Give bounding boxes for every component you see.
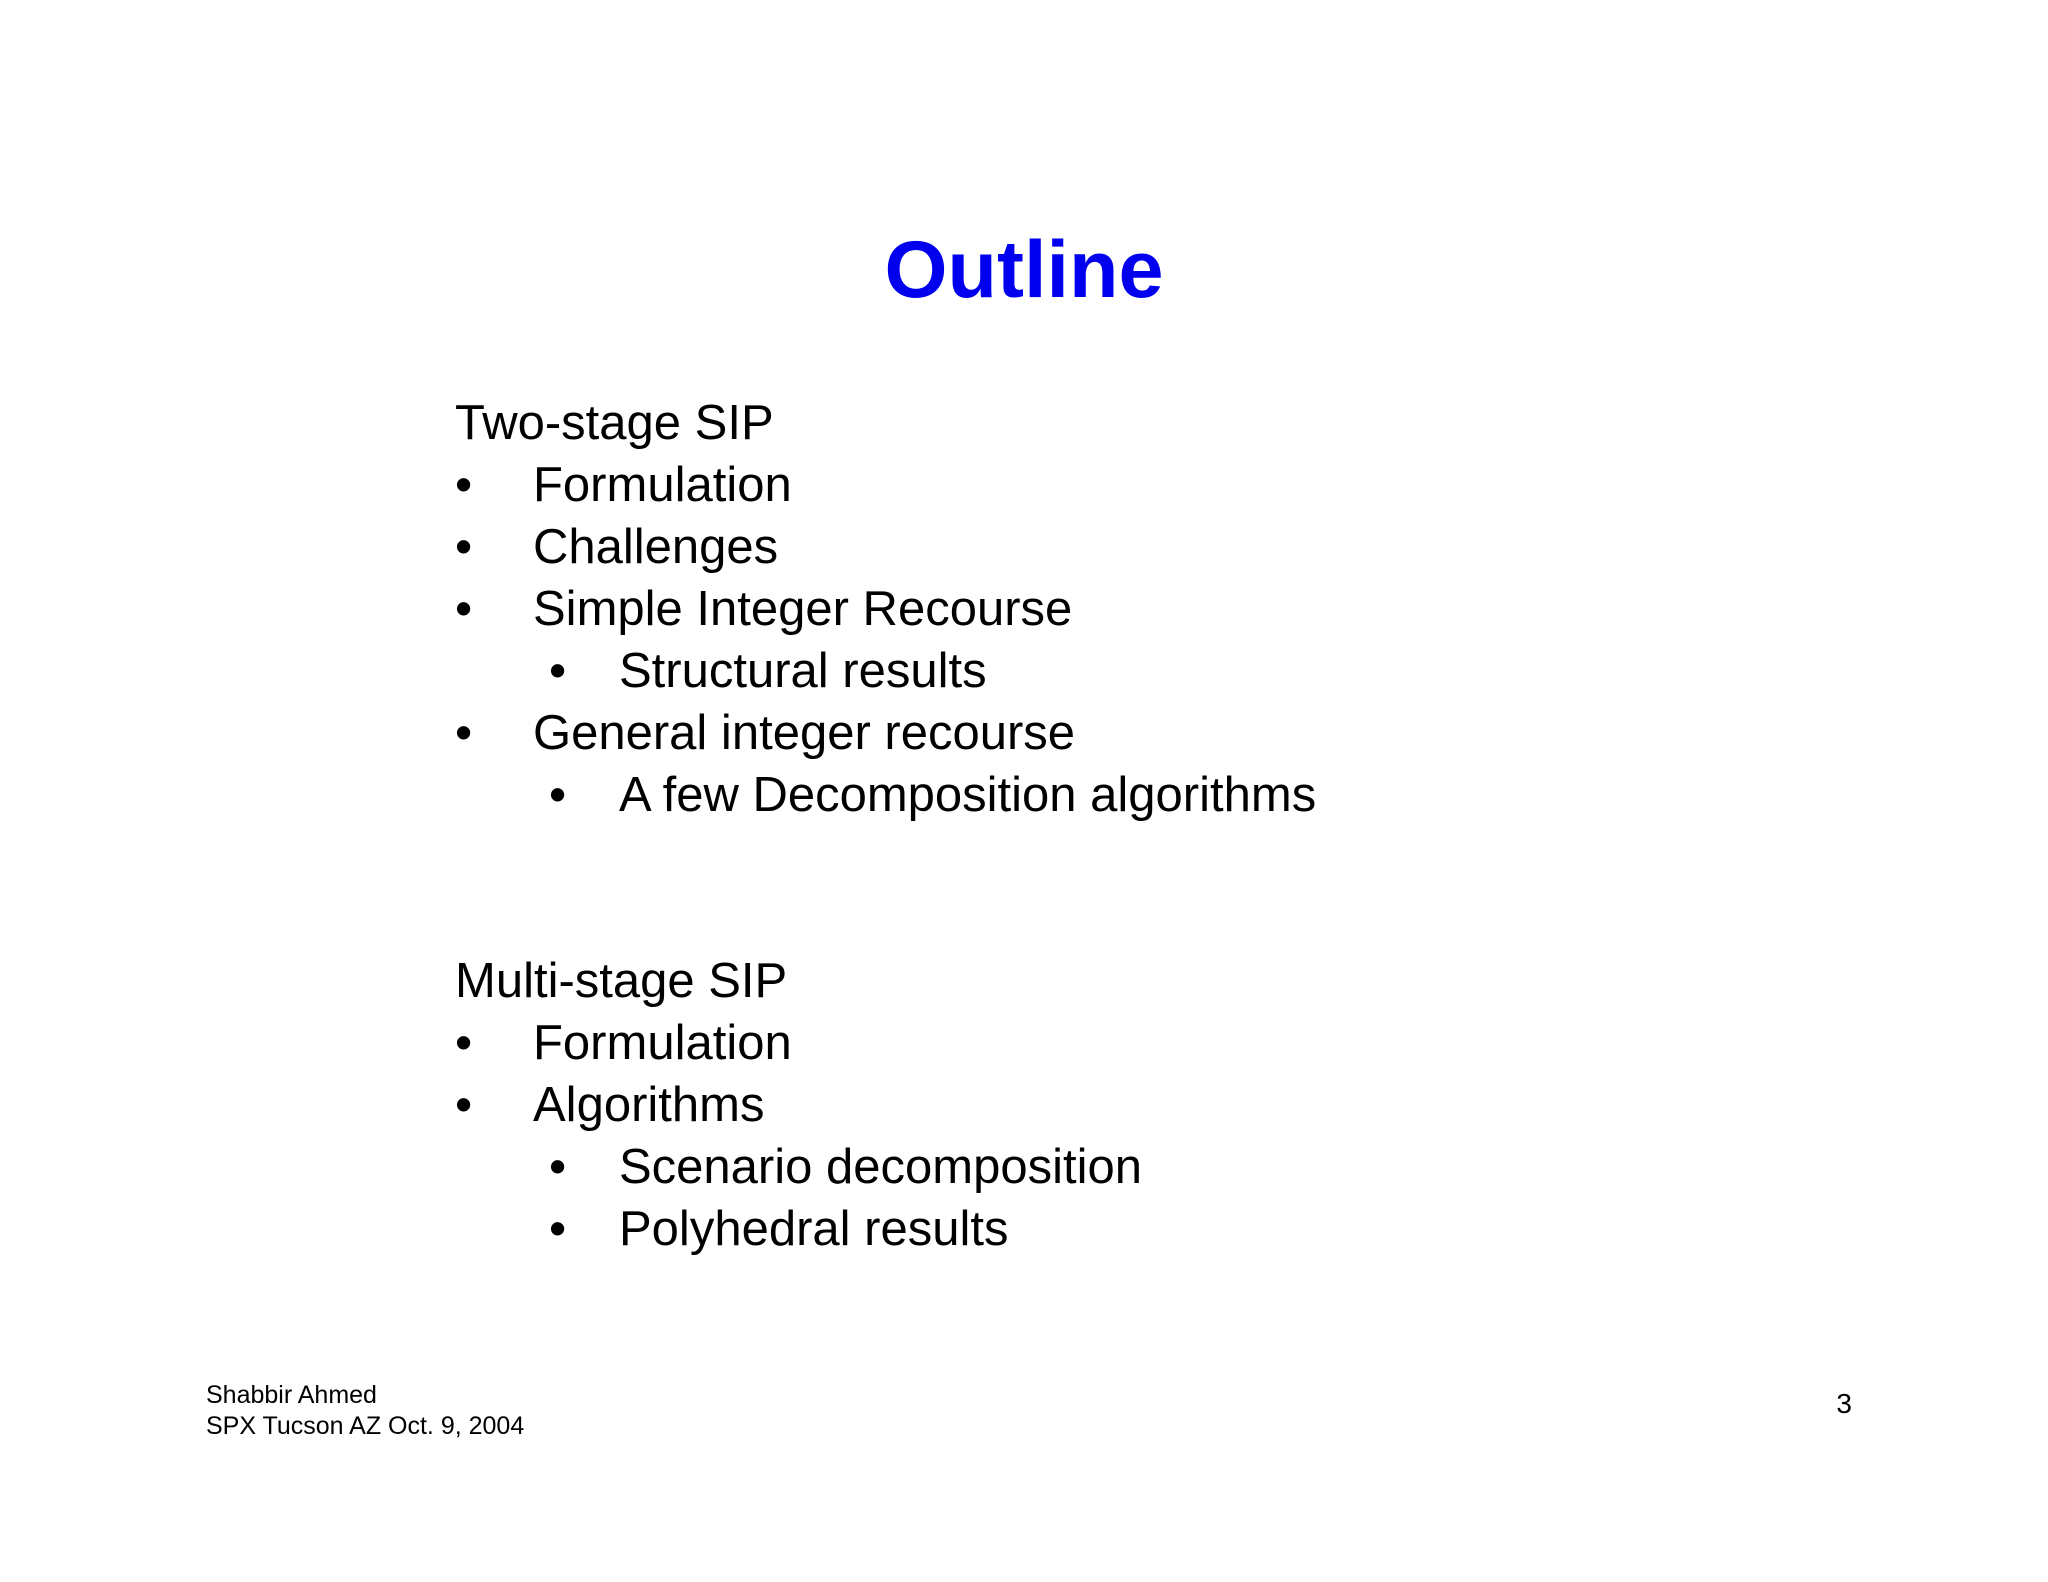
section-multi-stage bbox=[455, 950, 1855, 1260]
list-item-label: Algorithms bbox=[533, 1078, 765, 1132]
list-item-label: Simple Integer Recourse bbox=[533, 582, 1073, 636]
list-item bbox=[455, 516, 1855, 578]
list-item bbox=[455, 454, 1855, 516]
sub-list-item bbox=[455, 764, 1855, 826]
bullet-icon: • bbox=[549, 644, 567, 698]
sub-list-item bbox=[455, 1136, 1855, 1198]
bullet-icon: • bbox=[455, 582, 473, 636]
list-item-label: Structural results bbox=[619, 644, 987, 698]
section-heading: Multi-stage SIP bbox=[455, 954, 788, 1008]
bullet-icon: • bbox=[549, 768, 567, 822]
footer-event: SPX Tucson AZ Oct. 9, 2004 bbox=[206, 1412, 525, 1440]
list-item bbox=[455, 578, 1855, 640]
list-item-label: Formulation bbox=[533, 1016, 792, 1070]
footer-info bbox=[206, 1380, 524, 1442]
list-item bbox=[455, 702, 1855, 764]
list-item-label: Formulation bbox=[533, 458, 792, 512]
list-item-label: Challenges bbox=[533, 520, 779, 574]
list-item bbox=[455, 1074, 1855, 1136]
section-two-stage bbox=[455, 392, 1855, 826]
list-item-label: General integer recourse bbox=[533, 706, 1076, 760]
footer-author: Shabbir Ahmed bbox=[206, 1381, 377, 1409]
page-number: 3 bbox=[1836, 1388, 1852, 1419]
sub-list-item bbox=[455, 640, 1855, 702]
section-heading: Two-stage SIP bbox=[455, 396, 774, 450]
bullet-icon: • bbox=[455, 706, 473, 760]
bullet-icon: • bbox=[455, 1078, 473, 1132]
list-item-label: Scenario decomposition bbox=[619, 1140, 1142, 1194]
sub-list-item bbox=[455, 1198, 1855, 1260]
bullet-icon: • bbox=[455, 458, 473, 512]
bullet-icon: • bbox=[549, 1140, 567, 1194]
outline-content bbox=[455, 392, 1855, 1260]
bullet-icon: • bbox=[549, 1202, 567, 1256]
list-item-label: A few Decomposition algorithms bbox=[619, 768, 1317, 822]
bullet-icon: • bbox=[455, 1016, 473, 1070]
bullet-icon: • bbox=[455, 520, 473, 574]
slide-title: Outline bbox=[884, 225, 1164, 315]
list-item bbox=[455, 1012, 1855, 1074]
list-item-label: Polyhedral results bbox=[619, 1202, 1009, 1256]
